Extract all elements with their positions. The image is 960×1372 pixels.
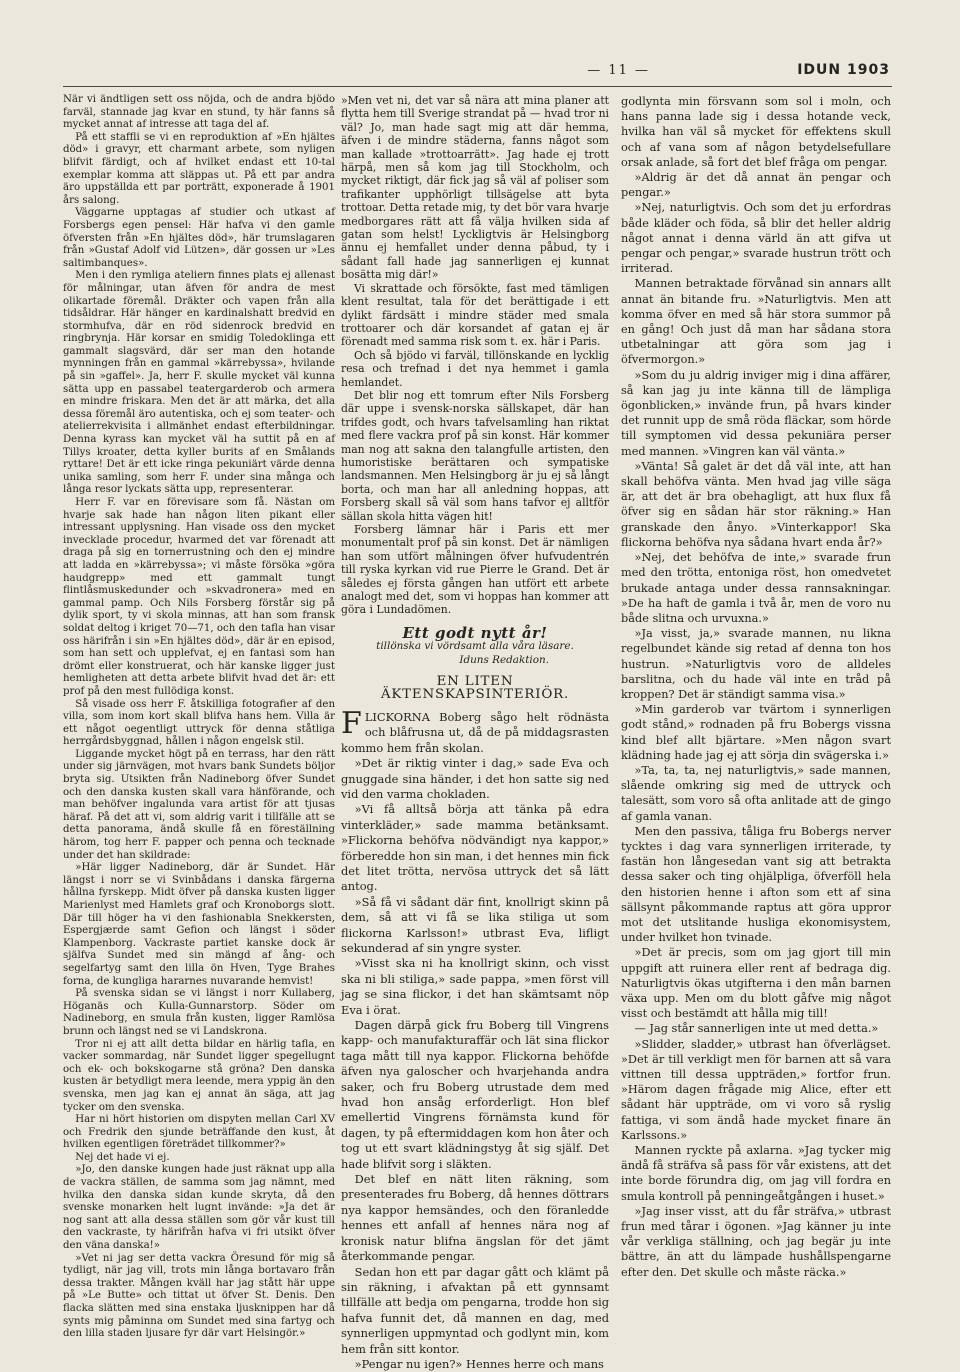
column-3 <box>621 94 891 1279</box>
paragraph: »Ja visst, ja,» svarade mannen, nu likna regelbundet kände sig retad af denna ton hos hustrun. »Naturligtvis voro de alldeles barslitna, och du hade väl inte en tråd på kroppen? Det är ständigt samma visa.» <box>621 627 891 701</box>
paragraph: Det blir nog ett tomrum efter Nils Forsberg där uppe i svensk-norska sällskapet, där han trifdes godt, och hvars tafvelsamling han riktat med flere vackra prof på sin konst. Här kommer man nog att sakna den talangfulle artisten, den humoristiske berättaren och sympatiske landsmannen. Men Helsingborg är ju ej så långt borta, och man har all anledning hoppas, att Forsberg skall så väl som hans tafvor ej alltför sällan skola hitta vägen hit! <box>341 388 609 523</box>
drop-cap: F <box>341 705 362 741</box>
paragraph: »Det är precis, som om jag gjort till min uppgift att ruinera eller rent af bedraga dig. Naturligtvis ökas utgifterna i den mån barnen växa upp. Men om du blott gåfve mig något visst och bestämdt att hålla mig till! <box>621 946 891 1021</box>
paragraph: Sedan hon ett par dagar gått och klämt på sin räkning, i afvaktan på ett gynnsamt tillfälle att bedja om pengarna, trodde hon sig hafva funnit det, då mannen en dag, med synnerligen uppmyntad och godlynt min, kom hem från sitt kontor. <box>341 1264 609 1356</box>
paragraph: — Jag står sannerligen inte ut med detta.» <box>634 1022 879 1036</box>
paragraph: På svenska sidan se vi längst i norr Kullaberg, Höganäs och Kulla-Gunnarstorp. Söder om Nadineborg, en smula från kusten, ligger Ramlösa brunn och längst ned se vi Landskrona. <box>63 988 335 1037</box>
paragraph: Har ni hört historien om dispyten mellan Carl XV och Fredrik den sjunde beträffande den kust, åt hvilken egentligen företrädet tillkommer?» <box>63 1114 335 1151</box>
paragraph: »Nej, det behöfva de inte,» svarade frun med den trötta, entoniga röst, hon omedvetet brukade antaga under dessa rannsakningar. »De ha haft de gamla i två år, men de voro nu både slitna och urvuxna.» <box>621 551 891 625</box>
column-1 <box>63 94 335 1340</box>
paragraph: »Visst ska ni ha knollrigt skinn, och visst ska ni bli stiliga,» sade pappa, »men först vill jag se sina flickor, i det han skämtsamt nöp Eva i örat. <box>341 956 609 1017</box>
publication-masthead: IDUN 1903 <box>797 62 890 78</box>
story-first-text: LICKORNA Boberg sågo helt rödnästa och blåfrusna ut, då de på middagsrasten kommo hem från skolan. <box>341 709 609 755</box>
paragraph: »Min garderob var tvärtom i synnerligen godt stånd,» rodnaden på fru Bobergs vissna kind blef allt bjärtare. »Men någon svart klädning hade jag ej att sörja din svägerska i.» <box>621 703 891 762</box>
paragraph: »Vet ni jag ser detta vackra Öresund för mig så tydligt, när jag vill, trots min långa bortavaro från dessa trakter. Mången kväll har jag stått här uppe på »Le Butte» och tittat ut öfver St. Denis. Den flacka slätten med sina enstaka ljusknippen har då synts mig påminna om Sundet med sina fartyg och den lilla staden ljusare fyr där vart Helsingör.» <box>63 1252 335 1340</box>
paragraph: Mannen ryckte på axlarna. »Jag tycker mig ändå få sträfva så pass för vår existens, att det inte borde förundra dig, om jag vill fordra en smula kontroll på penningeåtgången i huset.» <box>621 1144 891 1203</box>
paragraph: När vi ändtligen sett oss nöjda, och de andra bjödo farväl, stannade jag kvar en stund, ty här fanns så mycket annat af intresse att taga del af. <box>63 94 335 131</box>
paragraph: Så visade oss herr F. åtskilliga fotografier af den villa, som inom kort skall blifva hans hem. Villa är ett något oegentligt uttryck för denna ståtliga herrgårdsbyggnad, hållen i någon engelsk stil. <box>63 698 335 748</box>
greeting-line: tillönska vi vördsamt alla våra läsare. <box>376 640 574 653</box>
paragraph: Vi skrattade och försökte, fast med tämligen klent resultat, tala för det berättigade i ett dylikt färdsätt i mindre städer med smala trottoarer och där korsandet af gatan ej är förenadt med samma risk som t. ex. här i Paris. <box>341 281 609 349</box>
paragraph: Herr F. var en förevisare som få. Nästan om hvarje sak hade han någon liten pikant eller intressant upplysning. Han visade oss den mycket invecklade procedur, hvarmed det var förenadt att draga på sig en tornerrustning och den ej mindre att ladda en »kärrebyssa»; vi måste försöka »göra haudgrepp» med ett gammalt tungt flintlåsmuskedunder och »skvadronera» med en gammal pamp. Och Nils Forsberg förstår sig på dylik sport, ty vi skola minnas, att han som fransk soldat deltog i kriget 70—71, och den tafla han visar oss härifrån i sin »En hjältes död», där är en episod, som han sett och upplefvat, ej en fantasi som han drömt eller konstruerat, och här kanske ligger just hemligheten att detta arbete blifvit hvad det är: ett prof på den mest fullödiga konst. <box>63 497 335 697</box>
paragraph: »Men vet ni, det var så nära att mina planer att flytta hem till Sverige strandat på — hvad tror ni väl? Jo, man hade sagt mig att där hemma, äfven i de mindre städerna, fanns något som man kallade »trottoarrätt». Jag hade ej trott härpå, men så kom jag till Stockholm, och mycket riktigt, där fick jag så väl af poliser som trafikanter upphörligt tillsägelse att byta trottoar. Detta retade mig, ty det bör vara hvarje medborgares rätt att få välja hvilken sida af gatan som helst! Lyckligtvis är Helsingborg ännu ej hemfallet under denna påbud, ty i sådant fall hade jag sannerligen ej kunnat bosätta mig där!» <box>341 94 609 282</box>
paragraph: Det blef en nätt liten räkning, som presenterades fru Boberg, då hennes döttrars nya kappor hemsändes, och den föranledde hennes ett anfall af hennes nära nog af kronisk natur blifna ängslan för det jämt återkommande pengar. <box>341 1172 609 1264</box>
page-header <box>440 62 890 84</box>
paragraph: »Nej, naturligtvis. Och som det ju erfordras både kläder och föda, så blir det heller aldrig något annat i denna värld än att gifva ut pengar och pengar,» svarade hustrun trött och irriterad. <box>621 201 891 276</box>
greeting-title: Ett godt nytt år! <box>402 623 548 642</box>
column-2 <box>341 94 609 1371</box>
paragraph: »Pengar nu igen?» Hennes herre och mans <box>354 1356 604 1371</box>
page-number: — 11 — <box>587 63 651 78</box>
paragraph: »Här ligger Nadineborg, där är Sundet. Här längst i norr se vi Svinbådans i danska färgerna hållna fyrskepp. Midt öfver på danska kusten ligger Marienlyst med Hamlets graf och Kronoborgs slott. Där till höger ha vi den fashionabla Snekkersten, Espergjærde samt Gefion och längst i söder Klampenborg. Vackraste partiet kanske dock är själfva Sundet med sin mängd af ång- och segelfartyg samt den lilla ön Hven, Tyge Brahes forna, de kungliga hararnes nuvarande hemvist! <box>63 862 335 987</box>
paragraph: Och så bjödo vi farväl, tillönskande en lycklig resa och trefnad i det nya hemmet i gamla hemlandet. <box>341 348 609 389</box>
paragraph: Men i den rymliga ateliern finnes plats ej allenast för målningar, utan äfven för andra de mest olikartade föremål. Dräkter och vapen från alla tidsåldrar. Här hänger en kardinalshatt bredvid en stormhufva, där en röd sidenrock bredvid en ringbrynja. Här korsar en smidig Toledoklinga ett gammalt slagsvärd, där ser man den hotande mynningen från en gammal »kärrebyssa», hvilande på sin »gaffel». Ja, herr F. skulle mycket väl kunna sätta upp en passabel teatergarderob och armera en mindre friskara. Men det är att märka, det alla dessa föremål äro autentiska, och ej som teater- och atelierrekvisita i allmänhet endast efterbildningar. Denna kyrass kan mycket väl ha suttit på en af Tillys kroater, detta kyller burits af en Smålands ryttare! Det är ett icke ringa pekuniärt värde denna unika samling, som herr F. under sina många och långa resor lyckats sätta upp, representerar. <box>63 270 335 496</box>
paragraph: »Ta, ta, ta, nej naturligtvis,» sade mannen, slående omkring sig med de uttryck och talesätt, som voro så ofta anlitade att de gingo af gamla vanan. <box>621 763 891 823</box>
paragraph: »Jo, den danske kungen hade just räknat upp alla de vackra ställen, de samma som jag nämnt, med hvilka den danska sidan kunde skryta, då den svenske monarken helt lugnt invände: »Ja det är nog sant att alla dessa ställen som gör vår kust till den vackraste, ty härifrån hafva vi fri utsikt öfver den väna danska!» <box>63 1164 335 1252</box>
paragraph: »Aldrig är det då annat än pengar och pengar.» <box>621 171 891 200</box>
paragraph: »Vänta! Så galet är det då väl inte, att han skall behöfva vänta. Men hvad jag ville säga är, att det är bra obehagligt, att hux flux få öfver sig en sådan här stor räkning.» Han granskade den ånyo. »Vinterkappor! Ska flickorna behöfva nya sådana hvart enda år?» <box>621 459 891 549</box>
paragraph: Mannen betraktade förvånad sin annars allt annat än bitande fru. »Naturligtvis. Men att komma öfver en med så här stora summor på en gång! Och just då man har sådana stora utbetalningar att göra som jag i öfvermorgon.» <box>621 277 891 367</box>
paragraph: Forsberg lämnar här i Paris ett mer monumentalt prof på sin konst. Det är nämligen han som utfört målningen öfver hufvudentrén till ryska kyrkan vid rue Pierre le Grand. Det är således ej första gången han utfört ett arbete analogt med det, som vi hoppas han kommer att göra i Lundadömen. <box>341 523 609 617</box>
header-rule <box>63 86 892 87</box>
paragraph: »Det är riktig vinter i dag,» sade Eva och gnuggade sina händer, i det hon satte sig ned vid den varma chokladen. <box>341 756 609 801</box>
paragraph: Nej det hade vi ej. <box>75 1151 170 1163</box>
paragraph: Liggande mycket högt på en terrass, har den rätt under sig järnvägen, mot hvars bank Sundets böljor bryta sig. Utsikten från Nadineborg öfver Sundet och den danska kusten skall vara hänförande, och man behöfver ingalunda vara artist för att tjusas häraf. På det att vi, som aldrig varit i tillfälle att se detta panorama, ändå skulle få en föreställning härom, tog herr F. papper och penna och tecknade under det han skildrade: <box>63 748 335 861</box>
paragraph: »Jag inser visst, att du får sträfva,» utbrast frun med tårar i ögonen. »Jag känner ju inte vår verkliga ställning, och jag begär ju inte bättre, än att du lämpade hushållspengarne efter den. Det skulle och måste räcka.» <box>621 1204 891 1279</box>
story-title: EN LITEN ÄKTENSKAPSINTERIÖR. <box>380 674 570 703</box>
greeting-signature: Iduns Redaktion. <box>459 653 549 666</box>
paragraph: Dagen därpå gick fru Boberg till Vingrens kapp- och manufakturaffär och lät sina flickor taga mått till nya kappor. Flickorna behöfde äfven nya galoscher och hvarjehanda andra saker, och fru Boberg utrustade dem med hvad hon ansåg erforderligt. Hon blef emellertid Vingrens förnämsta kund för dagen, ty på eftermiddagen kom hon åter och tog ut ett svart klädningstyg åt sig själf. Det hade blifvit sorg i släkten. <box>341 1018 609 1171</box>
new-year-greeting <box>341 623 609 667</box>
paragraph: godlynta min försvann som sol i moln, och hans panna lade sig i dessa hotande veck, hvilka han väl så mycket för effektens skull och af vana som af någon betydelsefullare orsak anlade, så fort det blef fråga om pengar. <box>621 95 891 169</box>
paragraph: »Slidder, sladder,» utbrast han öfverlägset. »Det är till verkligt men för barnen att så vara vittnen till dessa uppträden,» fortfor frun. »Härom dagen frågade mig Alice, efter ett sådant här uppträde, om vi voro så ryslig fattiga, vi som ändå hade mycket finare än Karlssons.» <box>621 1037 891 1142</box>
paragraph: Men den passiva, tåliga fru Bobergs nerver tycktes i dag vara synnerligen irriterade, ty fastän hon långesedan vant sig att betrakta dessa saker och ting ohjälpliga, öfverföll hela den historien henne i afton som ett af sina sällsynt påkommande raptus att göra uppror mot det utslitande husliga ekonomisystem, under hvilket hon tvinade. <box>621 824 891 945</box>
paragraph: »Så få vi sådant där fint, knollrigt skinn på dem, så att vi få se lika stiliga ut som flickorna Karlsson!» utbrast Eva, lifligt sekunderad af sin yngre syster. <box>341 894 609 955</box>
paragraph: Väggarne upptagas af studier och utkast af Forsbergs egen pensel: Här hafva vi den gamle öfversten från »En hjältes död», här trumslagaren från »Gustaf Adolf vid Lützen», där gossen ur »Les saltimbanques». <box>63 207 335 269</box>
paragraph: »Vi få alltså börja att tänka på edra vinterkläder,» sade mamma betänksamt. »Flickorna behöfva nödvändigt nya kappor,» förberedde hon sin man, i det hennes min fick det litet trötta, nervösa uttryck det så lätt antog. <box>341 802 609 894</box>
story-body <box>341 705 609 1372</box>
paragraph: Tror ni ej att allt detta bildar en härlig tafla, en vacker sommardag, när Sundet ligger spegellugnt och ek- och bokskogarne stå gröna? Den danska kusten är betydligt mera leende, mera yppig än den svenska, men jag kan ej annat än säga, att jag tycker om den svenska. <box>63 1038 335 1113</box>
paragraph: På ett staffli se vi en reproduktion af »En hjältes död» i gravyr, ett charmant arbete, som nyligen blifvit färdigt, och af hvilket endast ett 10-tal exemplar komma att släppas ut. På ett par andra äro uppställda ett par porträtt, exponerade å 1901 års salong. <box>63 131 335 206</box>
paragraph: »Som du ju aldrig inviger mig i dina affärer, så kan jag ju inte känna till de lämpliga ögonblicken,» invände frun, på hvars kinder det runnit upp de små röda fläckar, som hörde till symptomen vid dessa pekuniära perser med mannen. »Vingren kan väl vänta.» <box>621 368 891 458</box>
story-first-paragraph <box>341 705 609 756</box>
